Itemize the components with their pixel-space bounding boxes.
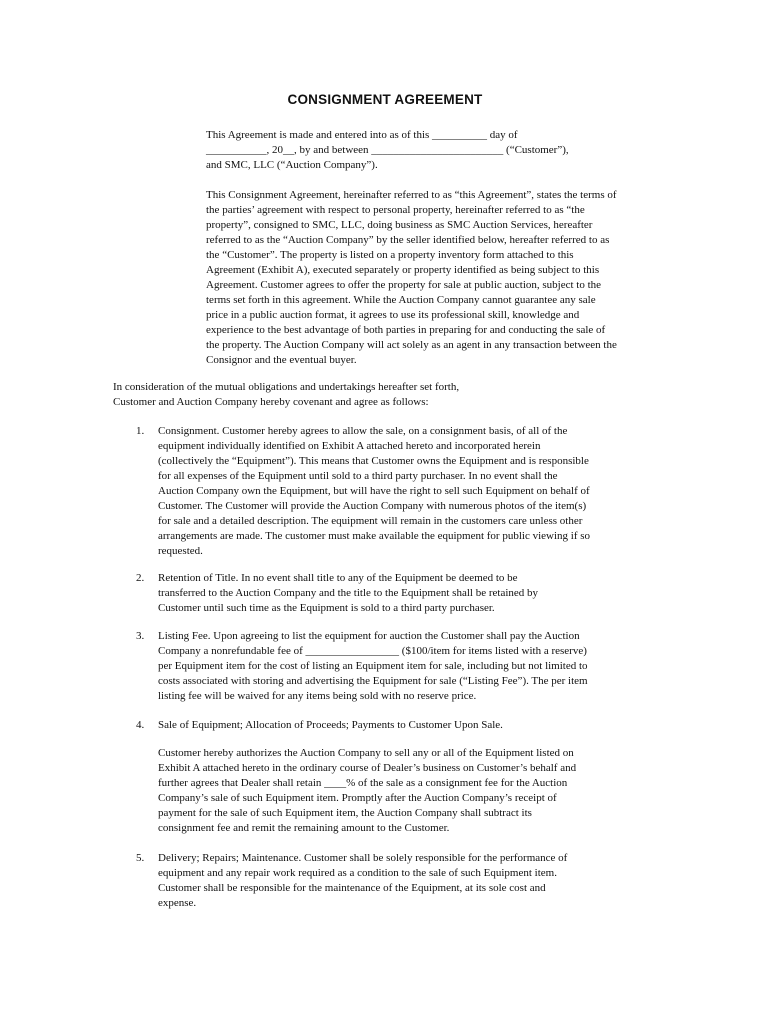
item-line: equipment individually identified on Exhibit A attached hereto and incorporated herein	[158, 440, 541, 452]
item-line: (collectively the “Equipment”). This means that Customer owns the Equipment and is responsible	[158, 455, 589, 467]
item-retention-of-title	[158, 571, 538, 616]
intro-line: and SMC, LLC (“Auction Company”).	[206, 159, 378, 171]
item-line: Retention of Title. In no event shall title to any of the Equipment be deemed to be	[158, 572, 518, 584]
item-line: further agrees that Dealer shall retain ____% of the sale as a consignment fee for the Auction	[158, 777, 568, 789]
item-line: transferred to the Auction Company and the title to the Equipment shall be retained by	[158, 587, 539, 599]
item-line: listing fee will be waived for any items being sold with no reserve price.	[158, 690, 477, 702]
recital-line: Consignor and the eventual buyer.	[206, 354, 357, 366]
document-title: CONSIGNMENT AGREEMENT	[287, 92, 483, 107]
item-line: equipment and any repair work required as a condition to the sale of such Equipment item.	[158, 867, 557, 879]
item-line: Listing Fee. Upon agreeing to list the equipment for auction the Customer shall pay the Auction	[158, 630, 580, 642]
item-line: Customer hereby authorizes the Auction Company to sell any or all of the Equipment listed on	[158, 747, 574, 759]
item-line: per Equipment item for the cost of listing an Equipment item for sale, including but not limited to	[158, 660, 588, 672]
consideration-paragraph	[113, 380, 459, 410]
item-line: Company’s sale of such Equipment item. Promptly after the Auction Company’s receipt of	[158, 792, 557, 804]
recital-line: price in a public auction format, it agrees to use its professional skill, knowledge and	[206, 309, 580, 321]
recital-line: terms set forth in this agreement. While the Auction Company cannot guarantee any sale	[206, 294, 596, 306]
recital-line: the “Customer”. The property is listed on a property inventory form attached to this	[206, 249, 574, 261]
item-number: 3.	[136, 630, 145, 642]
item-line: Delivery; Repairs; Maintenance. Customer shall be solely responsible for the performance of	[158, 852, 568, 864]
item-line: Exhibit A attached hereto in the ordinary course of Dealer’s business on Customer’s behalf and	[158, 762, 577, 774]
recital-line: experience to the best advantage of both parties in preparing for and conducting the sale of	[206, 324, 606, 336]
consideration-line: Customer and Auction Company hereby covenant and agree as follows:	[113, 396, 429, 408]
recital-line: This Consignment Agreement, hereinafter referred to as “this Agreement”, states the terms of	[206, 189, 617, 201]
item-number: 2.	[136, 572, 145, 584]
item-line: Customer shall be responsible for the maintenance of the Equipment, at its sole cost and	[158, 882, 546, 894]
item-line: Customer until such time as the Equipment is sold to a third party purchaser.	[158, 602, 495, 614]
item-consignment	[158, 424, 590, 559]
item-line: expense.	[158, 897, 197, 909]
recital-line: Agreement. Customer agrees to offer the property for sale at public auction, subject to the	[206, 279, 602, 291]
intro-line: This Agreement is made and entered into as of this __________ day of	[206, 129, 518, 141]
recital-paragraph	[206, 188, 617, 368]
item-sale-of-equipment-continuation	[158, 746, 576, 836]
item-number: 5.	[136, 852, 145, 864]
item-line: Company a nonrefundable fee of _________________ ($100/item for items listed with a reserve)	[158, 645, 587, 657]
recital-line: Agreement (Exhibit A), executed separately or property identified as being subject to this	[206, 264, 600, 276]
item-line: Sale of Equipment; Allocation of Proceeds; Payments to Customer Upon Sale.	[158, 719, 503, 731]
item-number: 1.	[136, 425, 145, 437]
item-line: arrangements are made. The customer must make available the equipment for public viewing if so	[158, 530, 591, 542]
item-number: 4.	[136, 719, 145, 731]
item-line: for sale and a detailed description. The equipment will remain in the customers care unless other	[158, 515, 583, 527]
item-listing-fee	[158, 629, 588, 704]
intro-paragraph	[206, 128, 569, 173]
item-line: Auction Company own the Equipment, but will have the right to sell such Equipment on behalf of	[158, 485, 590, 497]
item-sale-of-equipment	[158, 718, 503, 733]
intro-line: ___________, 20__, by and between ________________________ (“Customer”),	[206, 144, 569, 156]
item-line: costs associated with storing and advertising the Equipment for sale (“Listing Fee”). The per item	[158, 675, 588, 687]
recital-line: the parties’ agreement with respect to personal property, hereinafter referred to as “the	[206, 204, 585, 216]
consideration-line: In consideration of the mutual obligations and undertakings hereafter set forth,	[113, 381, 460, 393]
item-line: Consignment. Customer hereby agrees to allow the sale, on a consignment basis, of all of the	[158, 425, 568, 437]
item-line: payment for the sale of such Equipment item, the Auction Company shall subtract its	[158, 807, 532, 819]
recital-line: referred to as the “Auction Company” by the seller identified below, hereafter referred to as	[206, 234, 610, 246]
item-delivery-repairs-maintenance	[158, 851, 567, 911]
item-line: for all expenses of the Equipment until sold to a third party purchaser. In no event shall the	[158, 470, 558, 482]
recital-line: the property. The Auction Company will act solely as an agent in any transaction between the	[206, 339, 617, 351]
item-line: Customer. The Customer will provide the Auction Company with numerous photos of the item(s)	[158, 500, 587, 512]
recital-line: property”, consigned to SMC, LLC, doing business as SMC Auction Services, hereafter	[206, 219, 593, 231]
item-line: requested.	[158, 545, 203, 557]
item-line: consignment fee and remit the remaining amount to the Customer.	[158, 822, 450, 834]
